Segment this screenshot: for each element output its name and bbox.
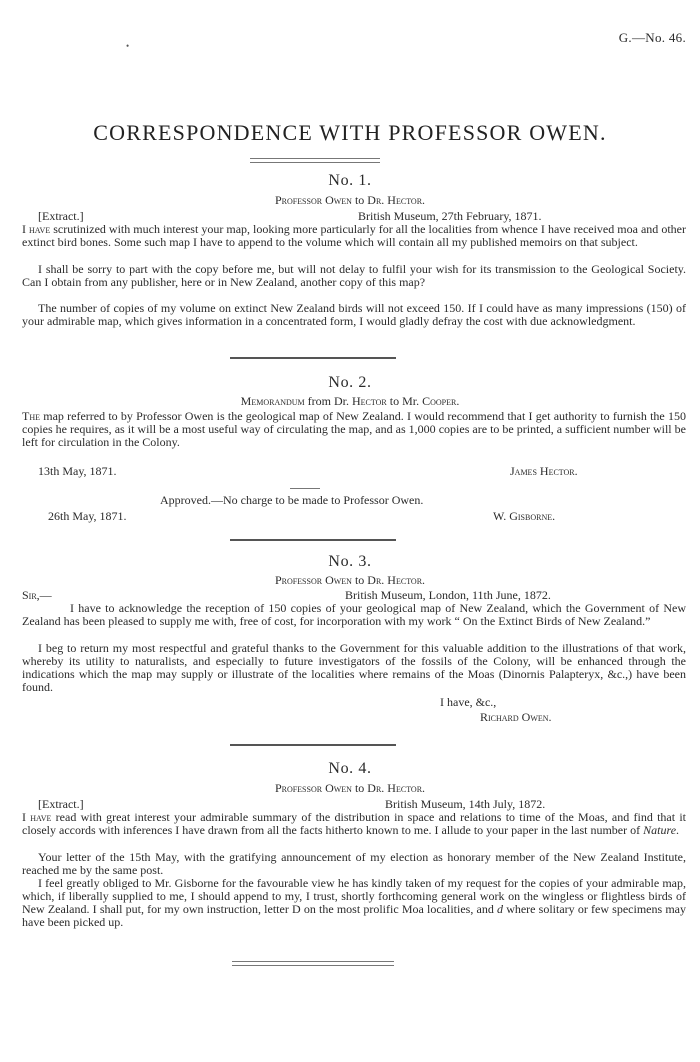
doc4-heading [0, 781, 700, 796]
doc1-paragraph-3: The number of copies of my volume on extinct New Zealand birds will not exceed 150. If I could have as many impressions (150) of your admirable map, which gives information in a concentrated form, I would gladly defray the cost with due acknowledgment. [22, 301, 686, 328]
doc1-p1-lead: I have [22, 222, 51, 236]
doc1-heading-to: to [354, 193, 365, 207]
doc4-p3-end: where solitary or few specimens may have been picked up. [22, 901, 686, 929]
doc2-number: No. 2. [328, 374, 372, 391]
doc2-heading-to: to Mr. [389, 394, 420, 408]
doc4-p1-lead: I have [22, 810, 52, 824]
doc4-paragraph-2: Your letter of the 15th May, with the gratifying announcement of my election as honorary member of the New Zealand Institute, reached me by the same post. [22, 850, 686, 877]
page-title: CORRESPONDENCE WITH PROFESSOR OWEN. [93, 120, 607, 145]
doc3-signature: Richard Owen. [480, 710, 552, 724]
doc2-signature-2: W. Gisborne. [493, 509, 556, 523]
doc2-paragraph-1 [22, 410, 686, 449]
doc2-p1-text: map referred to by Professor Owen is the geological map of New Zealand. I would recommend that I get authority to furnish the 150 copies he requires, as it will be a most useful way of circulating the map, and as 1,000 copies are to be printed, a sufficient number will be left for circulation in the Colony. [22, 409, 686, 449]
doc1-number: No. 1. [328, 172, 372, 189]
end-rule [232, 961, 394, 966]
doc3-heading-from: Professor Owen [274, 573, 352, 587]
doc3-heading [0, 573, 700, 588]
doc4-p3-italic: d [497, 901, 504, 916]
doc1-paragraph-1 [22, 223, 686, 249]
doc4-paragraph-1 [22, 811, 686, 837]
doc2-p1-lead: The [22, 409, 40, 423]
doc2-heading [0, 394, 700, 409]
doc4-extract-label: [Extract.] [38, 797, 84, 811]
doc2-heading-name: Hector [352, 394, 387, 408]
doc3-paragraph-2: I beg to return my most respectful and grateful thanks to the Government for this valuable addition to the illustrations of that work, whereby its utility to naturalists, and especially to future investigators of the fossils of the Colony, will be enhanced through the indications which the map may supply or illustrate of the localities where remains of the Moas (Dinornis Palapteryx, &c.,) have been found. [22, 641, 686, 694]
doc3-heading-recipient: Dr. Hector. [367, 573, 426, 587]
doc1-heading-recipient: Dr. Hector. [367, 193, 426, 207]
section-rule-2 [230, 539, 396, 541]
doc2-date-1: 13th May, 1871. [38, 464, 117, 478]
doc3-number: No. 3. [328, 553, 372, 570]
doc2-signature-1: James Hector. [510, 464, 578, 478]
title-rule [250, 158, 380, 163]
print-speck: • [126, 41, 130, 51]
doc4-p1-journal: Nature [643, 822, 677, 837]
approval-rule [290, 488, 320, 489]
section-rule-3 [230, 744, 396, 746]
doc3-heading-to: to [354, 573, 365, 587]
doc3-paragraph-1: I have to acknowledge the reception of 150 copies of your geological map of New Zealand, which the Government of New Zealand has been pleased to supply me with, free of cost, for incorporation with my work “ On the Extinct Birds of New Zealand.” [22, 601, 686, 628]
doc1-paragraph-2: I shall be sorry to part with the copy before me, but will not delay to fulfil your wish for its transmission to the Geological Society. Can I obtain from any publisher, here or in New Zealand, another copy of this map? [22, 262, 686, 289]
doc1-heading-from: Professor Owen [274, 193, 352, 207]
doc4-p1-end: . [676, 822, 680, 837]
doc1-dateline: British Museum, 27th February, 1871. [358, 209, 542, 223]
doc4-heading-to: to [354, 781, 365, 795]
section-rule-1 [230, 357, 396, 359]
page-reference: G.—No. 46. [618, 30, 686, 45]
doc2-date-2: 26th May, 1871. [48, 509, 127, 523]
doc3-dateline: British Museum, London, 11th June, 1872. [345, 588, 551, 602]
doc4-number: No. 4. [328, 760, 372, 777]
doc4-heading-recipient: Dr. Hector. [367, 781, 426, 795]
doc1-extract-label: [Extract.] [38, 209, 84, 223]
doc4-p3-text: I feel greatly obliged to Mr. Gisborne for the favourable view he has kindly taken of my request for the copies of your admirable map, which, if liberally supplied to me, I should append to my, I trust, shortly forthcoming general work on the wingless or flightless birds of New Zealand. I shall put, for my own instruction, letter D on the most prolific Moa localities, and [22, 876, 686, 916]
doc3-salutation: Sir,— [22, 588, 52, 602]
doc1-p1-text: scrutinized with much interest your map, looking more particularly for all the localities from whence I have received moa and other extinct bird bones. Some such map I have to append to the volume which will contain all my published memoirs on that subject. [22, 222, 686, 249]
doc4-p1-text: read with great interest your admirable summary of the distribution in space and relations to time of the Moas, and find that it closely accords with inferences I have drawn from all the facts hitherto known to me. I allude to your paper in the last number of [22, 810, 686, 837]
doc4-heading-from: Professor Owen [274, 781, 352, 795]
doc2-heading-middle: from Dr. [307, 394, 349, 408]
doc4-dateline: British Museum, 14th July, 1872. [385, 797, 546, 811]
doc3-closing: I have, &c., [440, 695, 497, 709]
doc2-heading-recipient: Cooper. [422, 394, 460, 408]
doc1-heading [0, 193, 700, 208]
doc2-heading-from: Memorandum [240, 394, 305, 408]
doc4-paragraph-3 [22, 877, 686, 929]
doc2-approval: Approved.—No charge to be made to Professor Owen. [160, 493, 424, 507]
